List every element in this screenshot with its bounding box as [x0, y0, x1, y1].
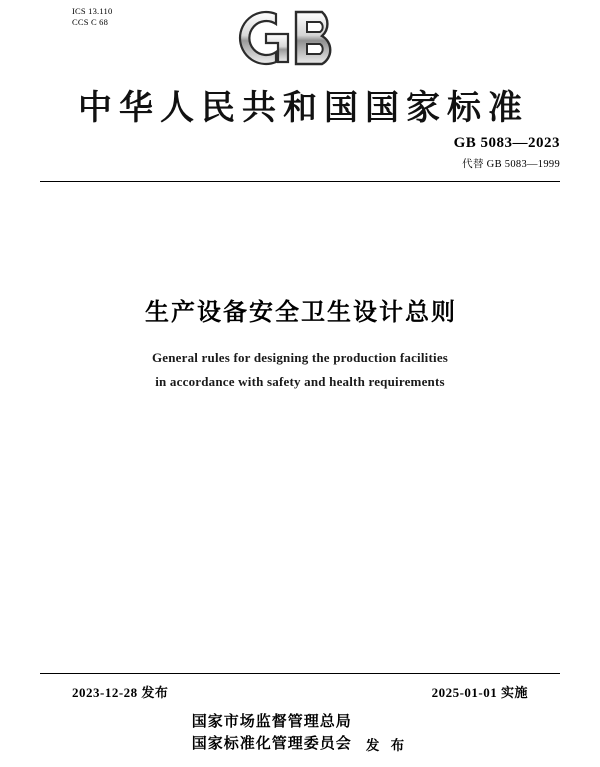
national-standard-title: 中华人民共和国国家标准 — [78, 90, 529, 127]
issuer-block — [0, 712, 600, 756]
issuer-line-1: 国家市场监督管理总局 — [191, 714, 352, 730]
document-title-en-line2: in accordance with safety and health requirements — [155, 374, 445, 390]
standard-number: GB 5083—2023 — [453, 135, 560, 151]
divider-bottom — [40, 673, 560, 674]
issuer-names — [192, 712, 352, 756]
issuer-line-2: 国家标准化管理委员会 — [191, 735, 352, 752]
ccs-code: CCS C 68 — [72, 17, 109, 28]
document-title-en — [0, 346, 600, 394]
gb-emblem — [0, 2, 600, 74]
issuer-verb: 发 布 — [365, 737, 409, 753]
implementation-date: 2025-01-01 实施 — [431, 685, 528, 700]
ics-code: ICS 13.110 — [72, 6, 113, 16]
document-title-zh: 生产设备安全卫生设计总则 — [145, 300, 457, 326]
divider-top — [40, 181, 560, 182]
issue-date: 2023-12-28 发布 — [72, 685, 169, 700]
standard-replaces: 代替 GB 5083—1999 — [462, 158, 560, 170]
standard-number-block — [454, 132, 560, 172]
document-title-en-line1: General rules for designing the production facilities — [151, 350, 449, 365]
